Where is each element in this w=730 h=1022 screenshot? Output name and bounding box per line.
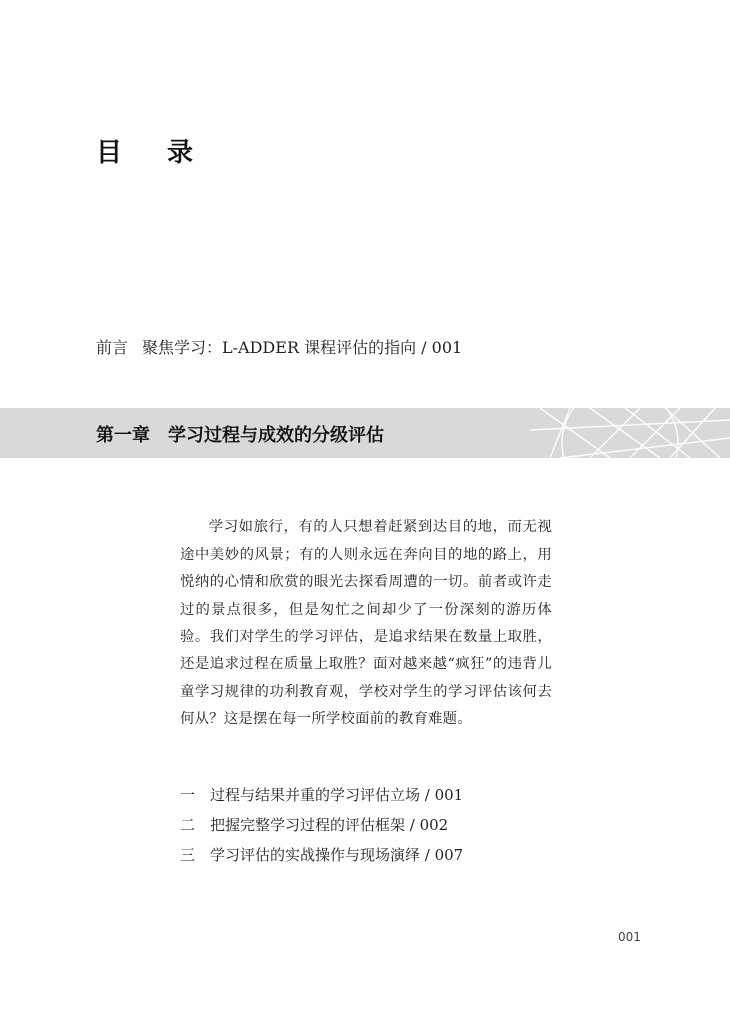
page-title: 目 录: [96, 138, 212, 168]
toc-item-number: 三: [180, 846, 196, 864]
toc-item[interactable]: [180, 843, 463, 873]
chapter-label: 第一章: [96, 425, 150, 446]
toc-item[interactable]: [180, 813, 463, 843]
preface-text: 聚焦学习：L-ADDER 课程评估的指向 / 001: [142, 338, 463, 357]
chapter-heading: [96, 421, 384, 447]
toc-item-text: 过程与结果并重的学习评估立场 / 001: [210, 786, 464, 804]
preface-entry: [96, 335, 462, 358]
decorative-line-pattern: [530, 408, 730, 458]
toc-item-text: 把握完整学习过程的评估框架 / 002: [210, 816, 449, 834]
toc-item-text: 学习评估的实战操作与现场演绎 / 007: [210, 846, 464, 864]
toc-item-number: 一: [180, 786, 196, 804]
chapter-title-text: 学习过程与成效的分级评估: [168, 425, 384, 446]
toc-item-number: 二: [180, 816, 196, 834]
chapter-banner: [0, 408, 730, 458]
section-list: [180, 783, 463, 873]
chapter-intro-paragraph: 学习如旅行，有的人只想着赶紧到达目的地，而无视途中美妙的风景；有的人则永远在奔向目的地的路上，用悦纳的心情和欣赏的眼光去探看周遭的一切。前者或许走过的景点很多，但是匆忙之间却少了一份深刻的游历体验。我们对学生的学习评估，是追求结果在数量上取胜，还是追求过程在质量上取胜？面对越来越“疯狂”的违背儿童学习规律的功利教育观，学校对学生的学习评估该何去何从？这是摆在每一所学校面前的教育难题。: [180, 519, 552, 728]
page-number: 001: [618, 930, 641, 944]
preface-label: 前言: [96, 338, 129, 357]
toc-item[interactable]: [180, 783, 463, 813]
